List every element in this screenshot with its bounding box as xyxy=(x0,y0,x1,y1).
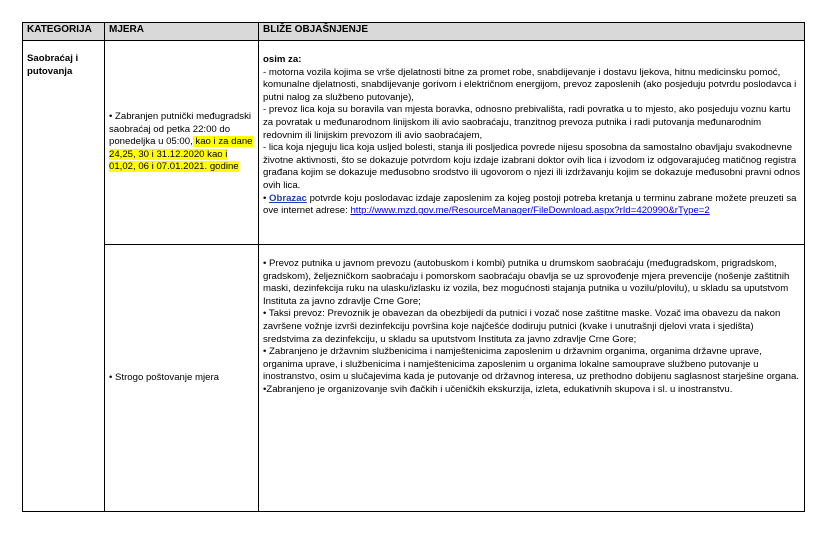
category-line2: putovanja xyxy=(27,65,73,77)
header-objasnjenje: BLIŽE OBJAŠNJENJE xyxy=(259,23,805,41)
measures-table xyxy=(22,22,805,512)
measure-highlight: kao i za dane 24,25, 30 i 31.12.2020 kao i 01,02, 06 i 07.01.2021. godine xyxy=(109,136,253,173)
measure-cell-travel-ban xyxy=(105,41,259,245)
form-paragraph xyxy=(263,193,800,218)
rule-item: •Zabranjeno je organizovanje svih đačkih i učeničkih ekskurzija, izleta, edukativnih skupova i sl. u inostranstvu. xyxy=(263,383,733,395)
measure-text: • Strogo poštovanje mjera xyxy=(109,371,220,383)
form-bullet: • xyxy=(263,192,270,204)
measure-cell-strict xyxy=(105,245,259,512)
exception-item: - prevoz lica koja su boravila van mjesta boravka, odnosno prebivališta, radi povratka u to mjesto, ako posjeduju voznu kartu za povratak u međunarodnom linijskom ili avio saobraćaju, tranzitnog prevoza putnika i radi putovanja međunarodnim redovnim ili linijskim prevozom ili avio saobraćajem, xyxy=(263,104,791,141)
rule-item: • Prevoz putnika u javnom prevozu (autobuskom i kombi) putnika u drumskom saobraćaju (međugradskom, prigradskom, gradskom), željezničkom saobraćaju i pomorskom saobraćaju obavlja se uz sprovođenje mjera prevencije (nošenje zaštitnih maski, dezinfekcija ruku na ulasku/izlasku iz vozila, bez mogućnosti stajanja putnika u vozilu/plovilu), u skladu sa uputstvom Instituta za javno zdravlje Crne Gore; xyxy=(263,258,790,307)
category-cell xyxy=(23,41,105,512)
category-line1: Saobraćaj i xyxy=(27,53,79,64)
header-mjera: MJERA xyxy=(105,23,259,41)
table-row xyxy=(23,41,805,245)
table-header-row xyxy=(23,23,805,41)
measure-text: • Zabranjen putnički međugradski saobraćaj od petka 22:00 do ponedeljka u 05:00, xyxy=(109,111,252,148)
table-row xyxy=(23,245,805,512)
rule-item: • Taksi prevoz: Prevoznik je obavezan da obezbijedi da putnici i vozač nose zaštitne maske. Vozač ima obavezu da nakon završene vožnje izvrši dezinfekciju površina koje najčešće dodiruju putnici (kvake i unutrašnji djelovi vrata i sjedišta) sredstvima za dezinfekciju, u skladu sa uputstvom Instituta za javno zdravlje Crne Gore; xyxy=(263,308,781,345)
exception-item: - motorna vozila kojima se vrše djelatnosti bitne za promet robe, snabdijevanje i dostavu ljekova, hitnu medicinsku pomoć, komunalne djelatnosti, snabdijevanje gorivom i električnom energijom, prevoz zaposlenih (ako posjeduju potvrdu poslodavca i putni nalog za službeno putovanje), xyxy=(263,66,797,103)
exceptions-label: osim za: xyxy=(263,54,302,65)
explanation-cell-exceptions xyxy=(259,41,805,245)
form-text: potvrde koju poslodavac izdaje zaposlenim za kojeg postoji potreba kretanja u terminu zabrane možete preuzeti sa ove internet adrese: xyxy=(263,192,797,217)
explanation-cell-transport-rules xyxy=(259,245,805,512)
rule-item: • Zabranjeno je državnim službenicima i namještenicima zaposlenim u državnim organima, organima državne uprave, organima uprave, i službenicima i namještenicima zaposlenim u organima lokalne samouprave službeno putovanje u inostranstvo, osim u slučajevima kada je putovanje od državnog interesa, uz prethodno dobijenu saglasnost starješine organa. xyxy=(263,346,799,383)
header-kategorija: KATEGORIJA xyxy=(23,23,105,41)
download-url-link[interactable]: http://www.mzd.gov.me/ResourceManager/FileDownload.aspx?rId=420990&rType=2 xyxy=(350,205,710,217)
exception-item: - lica koja njeguju lica koja usljed bolesti, stanja ili posljedica povrede nijesu sposobna da samostalno obavljaju svakodnevne životne aktivnosti, što se dokazuje potvrdom koju izdaje izabrani doktor ovih lica i izvodom iz odgovarajućeg matičnog registra građana kojim se dokazuje međusobno srodstvo ili ugovorom o njezi ili izdržavanju kojim se dokazuje međusobni pravni odnos ovih lica. xyxy=(263,142,801,191)
form-link[interactable]: Obrazac xyxy=(269,192,307,204)
